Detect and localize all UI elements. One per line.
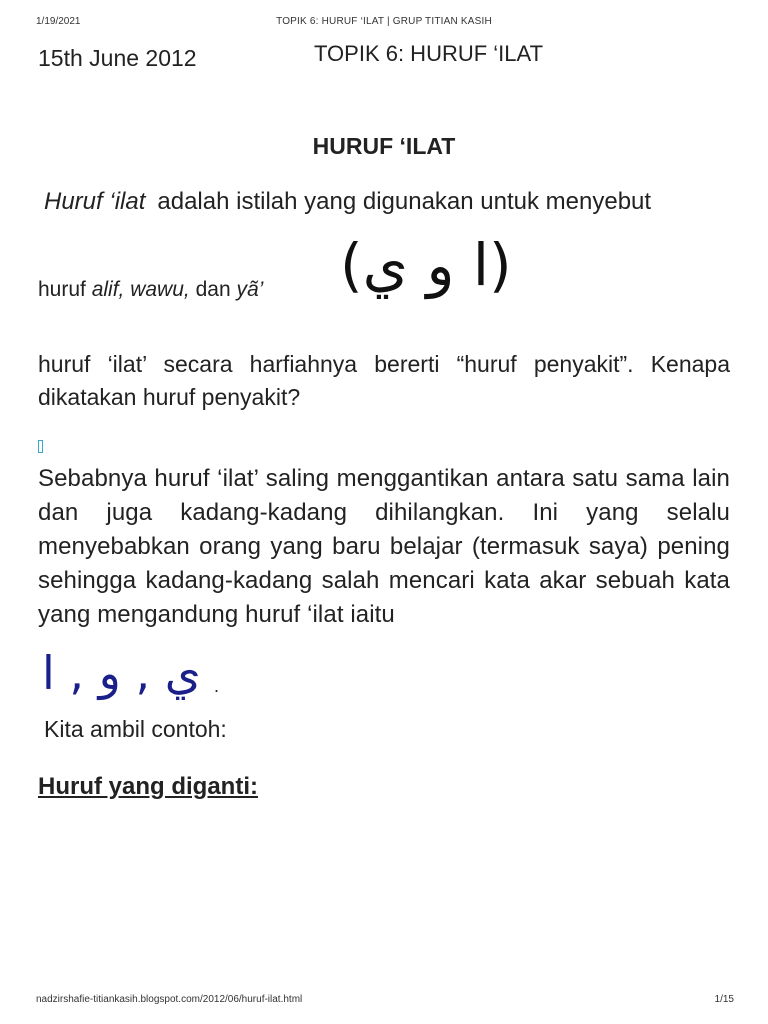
arabic-letters-large: (ا و ي)	[340, 231, 512, 299]
post-date: 15th June 2012	[38, 45, 197, 71]
intro-text: adalah istilah yang digunakan untuk menyebut	[157, 188, 652, 215]
arabic-letters-blue: ي , و , ا	[42, 646, 201, 700]
subsection-heading: Huruf yang diganti:	[38, 773, 258, 800]
letter-ya: yã’	[236, 278, 264, 301]
letters-line	[38, 278, 263, 302]
trailing-dot: .	[214, 676, 220, 696]
letters-mid: dan	[189, 278, 237, 301]
example-intro: Kita ambil contoh:	[44, 716, 227, 742]
print-footer-url: nadzirshafie-titiankasih.blogspot.com/2012/06/huruf-ilat.html	[36, 994, 303, 1005]
explanation-paragraph: Sebabnya huruf ‘ilat’ saling menggantikan antara satu sama lain dan juga kadang-kadang dihilangkan. Ini yang selalu menyebabkan orang yang baru belajar (termasuk saya) pening sehingga kadang-kadang salah mencari kata akar sebuah kata yang mengandung huruf ‘ilat iaitu	[38, 465, 730, 628]
page-number: 1/15	[714, 994, 734, 1005]
print-date: 1/19/2021	[36, 16, 81, 27]
meaning-paragraph: huruf ‘ilat’ secara harfiahnya bererti “huruf penyakit”. Kenapa dikatakan huruf penyakit?	[38, 351, 730, 410]
intro-paragraph	[44, 188, 734, 216]
term-italic: Huruf ‘ilat	[44, 188, 146, 215]
post-title: TOPIK 6: HURUF ‘ILAT	[314, 41, 544, 66]
print-header-title: TOPIK 6: HURUF ‘ILAT | GRUP TITIAN KASIH	[276, 16, 492, 27]
section-heading: HURUF ‘ILAT	[312, 133, 456, 159]
letters-prefix: huruf	[38, 278, 92, 301]
broken-image-icon	[38, 440, 43, 453]
letters-names: alif, wawu,	[91, 278, 190, 301]
